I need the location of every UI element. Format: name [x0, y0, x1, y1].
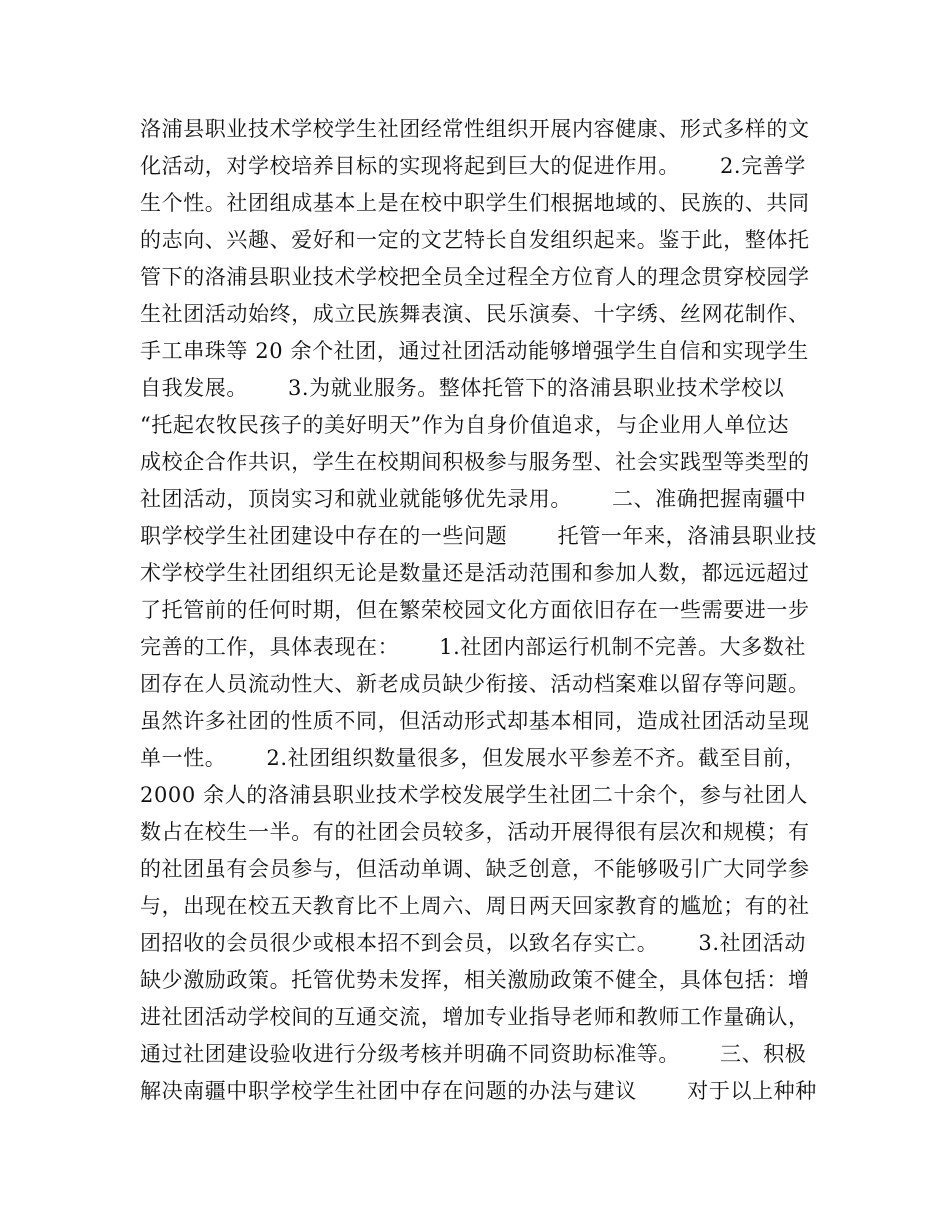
text-line-12: 职学校学生社团建设中存在的一些问题 托管一年来，洛浦县职业技	[140, 524, 817, 548]
text-line-5: 管下的洛浦县职业技术学校把全员全过程全方位育人的理念贯穿校园学	[140, 265, 810, 289]
text-line-13: 术学校学生社团组织无论是数量还是活动范围和参加人数，都远远超过	[140, 561, 810, 585]
text-line-1: 洛浦县职业技术学校学生社团经常性组织开展内容健康、形式多样的文	[140, 117, 810, 141]
text-line-14: 了托管前的任何时期，但在繁荣校园文化方面依旧存在一些需要进一步	[140, 598, 810, 622]
text-line-9: “托起农牧民孩子的美好明天”作为自身价值追求，与企业用人单位达	[140, 413, 790, 437]
text-line-2: 化活动，对学校培养目标的实现将起到巨大的促进作用。 2.完善学	[140, 154, 807, 178]
text-line-26: 通过社团建设验收进行分级考核并明确不同资助标准等。 三、积极	[140, 1042, 807, 1066]
text-line-20: 数占在校生一半。有的社团会员较多，活动开展得很有层次和规模；有	[140, 820, 810, 844]
text-line-6: 生社团活动始终，成立民族舞表演、民乐演奏、十字绣、丝网花制作、	[140, 302, 810, 326]
text-line-18: 单一性。 2.社团组织数量很多，但发展水平参差不齐。截至目前，	[140, 746, 807, 770]
text-line-24: 缺少激励政策。托管优势未发挥，相关激励政策不健全，具体包括：增	[140, 968, 810, 992]
text-line-21: 的社团虽有会员参与，但活动单调、缺乏创意，不能够吸引广大同学参	[140, 857, 810, 881]
text-line-22: 与，出现在校五天教育比不上周六、周日两天回家教育的尴尬；有的社	[140, 894, 810, 918]
text-line-3: 生个性。社团组成基本上是在校中职学生们根据地域的、民族的、共同	[140, 191, 810, 215]
text-line-16: 团存在人员流动性大、新老成员缺少衔接、活动档案难以留存等问题。	[140, 672, 810, 696]
text-line-25: 进社团活动学校间的互通交流，增加专业指导老师和教师工作量确认，	[140, 1005, 810, 1029]
text-line-17: 虽然许多社团的性质不同，但活动形式却基本相同，造成社团活动呈现	[140, 709, 810, 733]
text-line-7: 手工串珠等 20 余个社团，通过社团活动能够增强学生自信和实现学生	[140, 339, 809, 363]
text-line-27: 解决南疆中职学校学生社团中存在问题的办法与建议 对于以上种种	[140, 1079, 817, 1103]
text-line-15: 完善的工作，具体表现在： 1.社团内部运行机制不完善。大多数社	[140, 635, 807, 659]
body-text	[140, 111, 820, 1110]
text-line-11: 社团活动，顶岗实习和就业就能够优先录用。 二、准确把握南疆中	[140, 487, 807, 511]
text-line-23: 团招收的会员很少或根本招不到会员，以致名存实亡。 3.社团活动	[140, 931, 807, 955]
text-line-19: 2000 余人的洛浦县职业技术学校发展学生社团二十余个，参与社团人	[140, 783, 808, 807]
text-line-8: 自我发展。 3.为就业服务。整体托管下的洛浦县职业技术学校以	[140, 376, 785, 400]
text-line-4: 的志向、兴趣、爱好和一定的文艺特长自发组织起来。鉴于此，整体托	[140, 228, 810, 252]
text-line-10: 成校企合作共识，学生在校期间积极参与服务型、社会实践型等类型的	[140, 450, 810, 474]
